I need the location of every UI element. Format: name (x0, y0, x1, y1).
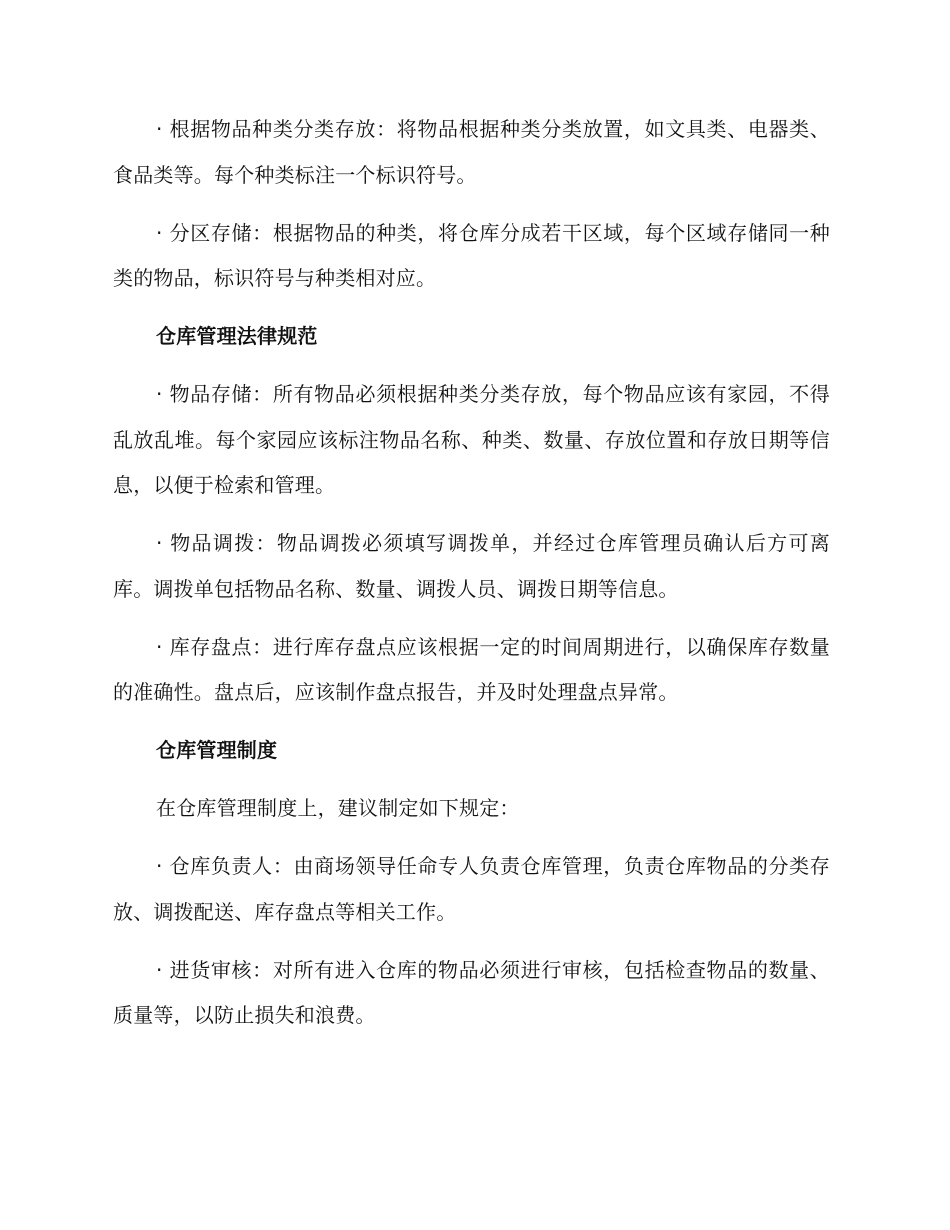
paragraph-system-intro: 在仓库管理制度上，建议制定如下规定： (156, 796, 520, 820)
paragraph-item-storage: · 物品存储：所有物品必须根据种类分类存放，每个物品应该有家园，不得乱放乱堆。每个家园应该标注物品名称、种类、数量、存放位置和存放日期等信息，以便于检索和管理。 (113, 382, 830, 497)
paragraph-warehouse-manager: · 仓库负责人：由商场领导任命专人负责仓库管理，负责仓库物品的分类存放、调拨配送、库存盘点等相关工作。 (113, 854, 830, 924)
paragraph-zone-storage: · 分区存储：根据物品的种类，将仓库分成若干区域，每个区域存储同一种类的物品，标识符号与种类相对应。 (113, 220, 830, 290)
paragraph-incoming-review: · 进货审核：对所有进入仓库的物品必须进行审核，包括检查物品的数量、质量等，以防止损失和浪费。 (113, 957, 830, 1027)
paragraph-classify-by-type: · 根据物品种类分类存放：将物品根据种类分类放置，如文具类、电器类、食品类等。每个种类标注一个标识符号。 (113, 117, 830, 187)
heading-management-system: 仓库管理制度 (156, 738, 278, 762)
paragraph-inventory-count: · 库存盘点：进行库存盘点应该根据一定的时间周期进行，以确保库存数量的准确性。盘点后，应该制作盘点报告，并及时处理盘点异常。 (113, 634, 830, 704)
document-page (113, 107, 830, 1039)
heading-legal-norms: 仓库管理法律规范 (156, 324, 318, 348)
paragraph-item-transfer: · 物品调拨：物品调拨必须填写调拨单，并经过仓库管理员确认后方可离库。调拨单包括物品名称、数量、调拨人员、调拨日期等信息。 (113, 531, 830, 601)
